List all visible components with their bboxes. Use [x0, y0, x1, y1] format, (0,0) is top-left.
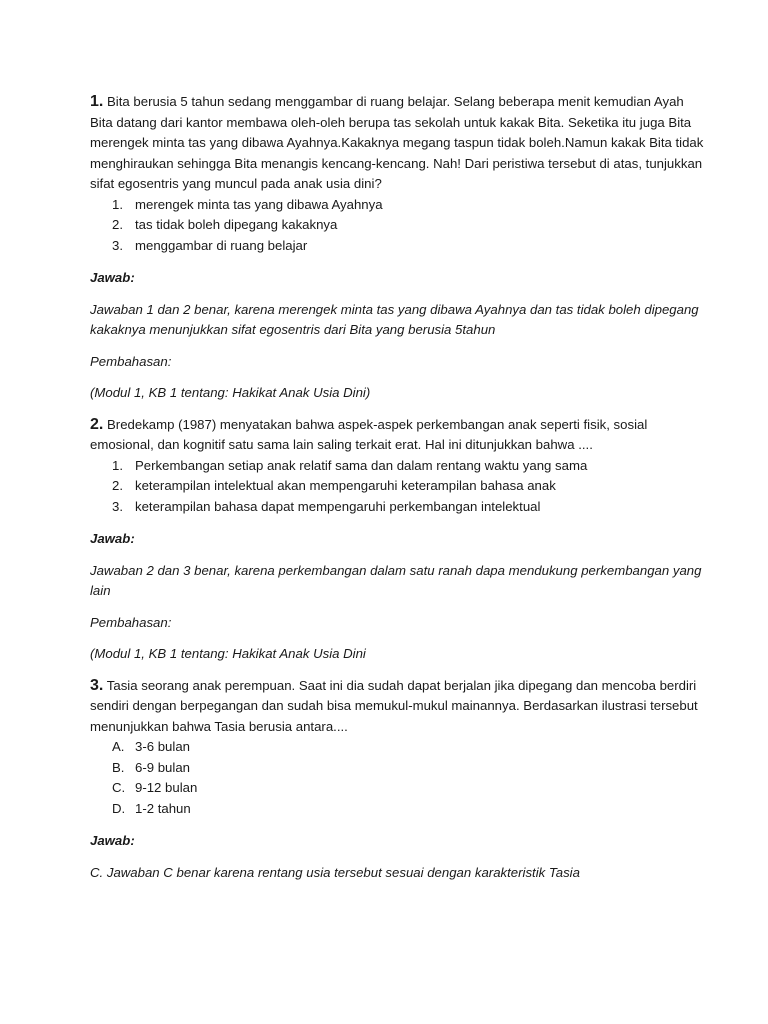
list-item — [90, 737, 708, 758]
option-list — [90, 195, 708, 257]
list-item — [90, 497, 708, 518]
option-text: 1-2 tahun — [135, 800, 191, 816]
question-body: Tasia seorang anak perempuan. Saat ini dia sudah dapat berjalan jika dipegang dan mencoba berdiri sendiri dengan berpegangan dan sudah bisa memukul-mukul mainannya. Berdasarkan ilustrasi tersebut menunjukkan bahwa Tasia berusia antara.... — [90, 677, 698, 734]
option-text: 9-12 bulan — [135, 780, 198, 795]
question-number: 2. — [90, 415, 104, 433]
option-text: tas tidak boleh dipegang kakaknya — [135, 217, 338, 232]
answer-text: Jawaban 1 dan 2 benar, karena merengek minta tas yang dibawa Ayahnya dan tas tidak boleh dipegang kakaknya menunjukkan sifat egosentris dari Bita yang berusia 5tahun — [90, 301, 699, 337]
reference-text: (Modul 1, KB 1 tentang: Hakikat Anak Usia Dini) — [90, 385, 371, 400]
option-marker: 3. — [112, 498, 123, 514]
list-item — [90, 778, 708, 799]
option-list — [90, 737, 708, 819]
option-marker: 1. — [112, 457, 123, 473]
question-text — [90, 415, 708, 456]
question-block — [90, 676, 708, 884]
option-marker: B. — [112, 759, 125, 775]
option-text: keterampilan bahasa dapat mempengaruhi perkembangan intelektual — [135, 498, 541, 514]
list-item — [90, 758, 708, 779]
option-text: Perkembangan setiap anak relatif sama dan dalam rentang waktu yang sama — [135, 457, 588, 473]
option-text: 3-6 bulan — [135, 739, 190, 754]
question-number: 3. — [90, 676, 104, 694]
option-marker: C. — [112, 780, 126, 795]
question-block — [90, 415, 708, 665]
option-marker: 1. — [112, 196, 123, 212]
list-item — [90, 799, 708, 820]
question-text — [90, 92, 708, 195]
option-text: menggambar di ruang belajar — [135, 237, 308, 253]
option-marker: 2. — [112, 478, 123, 493]
option-text: merengek minta tas yang dibawa Ayahnya — [135, 196, 383, 212]
explanation-label: Pembahasan: — [90, 353, 172, 369]
answer-text: C. Jawaban C benar karena rentang usia tersebut sesuai dengan karakteristik Tasia — [90, 864, 580, 880]
question-body: Bita berusia 5 tahun sedang menggambar di ruang belajar. Selang beberapa menit kemudian Ayah Bita datang dari kantor membawa oleh-oleh berupa tas sekolah untuk kakak Bita. Seketika itu juga Bita merengek minta tas yang dibawa Ayahnya.Kakaknya megang taspun tidak boleh.Namun kakak Bita tidak menghiraukan sehingga Bita menangis kencang-kencang. Nah! Dari peristiwa tersebut di atas, tunjukkan sifat egosentris yang muncul pada anak usia dini? — [90, 94, 704, 191]
answer-label: Jawab: — [90, 270, 135, 285]
option-text: 6-9 bulan — [135, 759, 190, 775]
list-item — [90, 236, 708, 257]
question-body: Bredekamp (1987) menyatakan bahwa aspek-aspek perkembangan anak seperti fisik, sosial emosional, dan kognitif satu sama lain saling terkait erat. Hal ini ditunjukkan bahwa .... — [90, 416, 648, 452]
option-marker: 3. — [112, 237, 123, 253]
option-marker: 2. — [112, 217, 123, 232]
option-marker: D. — [112, 800, 126, 816]
answer-label: Jawab: — [90, 833, 135, 848]
list-item — [90, 456, 708, 477]
list-item — [90, 476, 708, 497]
option-list — [90, 456, 708, 518]
reference-text: (Modul 1, KB 1 tentang: Hakikat Anak Usia Dini — [90, 646, 366, 661]
question-block — [90, 92, 708, 404]
question-number: 1. — [90, 93, 104, 110]
list-item — [90, 195, 708, 216]
answer-label: Jawab: — [90, 531, 135, 546]
option-marker: A. — [112, 739, 125, 754]
option-text: keterampilan intelektual akan mempengaruhi keterampilan bahasa anak — [135, 478, 556, 493]
answer-text: Jawaban 2 dan 3 benar, karena perkembangan dalam satu ranah dapa mendukung perkembangan yang lain — [90, 562, 702, 598]
explanation-label: Pembahasan: — [90, 614, 172, 630]
question-text — [90, 676, 708, 738]
list-item — [90, 215, 708, 236]
